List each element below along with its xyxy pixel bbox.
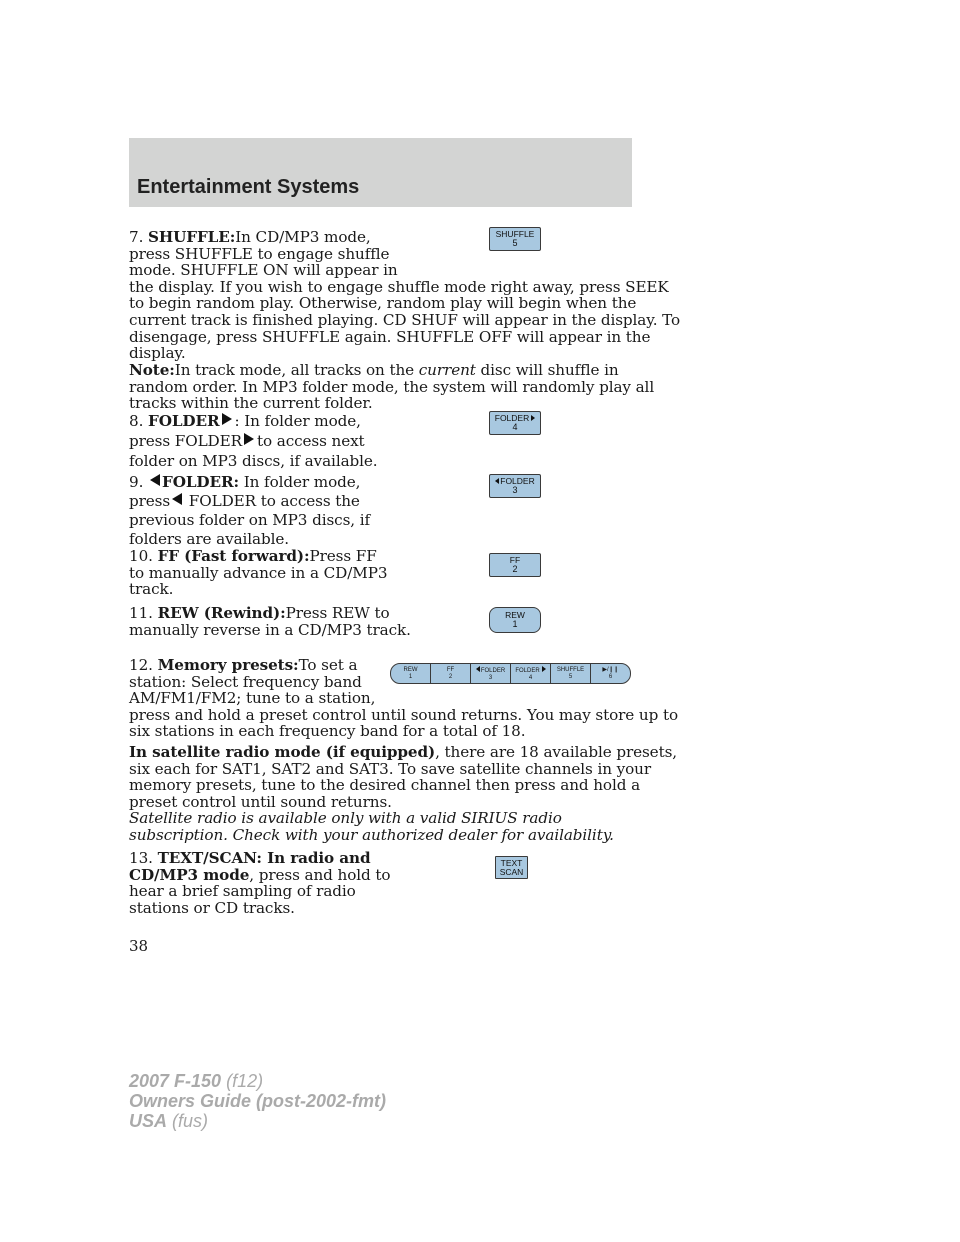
preset-6-segment: ▶/❙❙ 6 bbox=[591, 664, 630, 683]
preset-4-segment: FOLDER 4 bbox=[511, 664, 551, 683]
folder-prev-button-illustration: FOLDER 3 bbox=[489, 474, 541, 498]
note-paragraph: Note:In track mode, all tracks on the current disc will shuffle in random order. In MP3 folder mode, the system will randomly play all tracks within the current folder. bbox=[129, 361, 655, 413]
item-11-rew: 11. REW (Rewind):Press REW to manually reverse in a CD/MP3 track. bbox=[129, 604, 411, 639]
ff-button-illustration: FF 2 bbox=[489, 553, 541, 577]
right-arrow-icon bbox=[542, 666, 546, 672]
item-9-folder-prev: 9. FOLDER: In folder mode, press FOLDER to access the previous folder on MP3 discs, if folders are available. bbox=[129, 473, 370, 548]
preset-2-segment: FF 2 bbox=[431, 664, 471, 683]
play-pause-icon: ▶/❙❙ bbox=[602, 666, 619, 673]
item-12-memory-presets: 12. Memory presets:To set a station: Select frequency band AM/FM1/FM2; tune to a station, press and hold a preset control until sound returns. You may store up to six stations in each frequency band for a total of 18. bbox=[129, 656, 678, 741]
note-label: Note: bbox=[129, 361, 175, 379]
folder-next-button-illustration: FOLDER 4 bbox=[489, 411, 541, 435]
rew-button-illustration: REW 1 bbox=[489, 607, 541, 633]
item-10-ff: 10. FF (Fast forward):Press FF to manually advance in a CD/MP3 track. bbox=[129, 547, 388, 599]
item-8-folder-next: 8. FOLDER : In folder mode, press FOLDER to access next folder on MP3 discs, if available. bbox=[129, 412, 378, 470]
preset-1-segment: REW 1 bbox=[391, 664, 431, 683]
item-7-label: SHUFFLE: bbox=[148, 228, 236, 246]
left-arrow-icon bbox=[476, 666, 480, 672]
satellite-paragraph: In satellite radio mode (if equipped), there are 18 available presets, six each for SAT1, SAT2 and SAT3. To save satellite channels in your memory presets, tune to the desired channel then press and hold a preset control until sound returns. Satellite radio is available only with a valid SIRIUS radio subscription. Check with your authorized dealer for availability. bbox=[129, 743, 677, 844]
section-title: Entertainment Systems bbox=[137, 176, 360, 198]
left-triangle-icon bbox=[172, 493, 182, 505]
preset-buttons-strip bbox=[390, 663, 631, 684]
item-7-shuffle: 7. SHUFFLE:In CD/MP3 mode, press SHUFFLE to engage shuffle mode. SHUFFLE ON will appear in the display. If you wish to engage shuffle mode right away, press SEEK to begin random play. Otherwise, random play will begin when the current track is finished playing. CD SHUF will appear in the display. To disengage, press SHUFFLE again. SHUFFLE OFF will appear in the display. bbox=[129, 228, 681, 363]
right-triangle-icon bbox=[222, 413, 232, 425]
left-arrow-icon bbox=[495, 478, 499, 484]
preset-3-segment: FOLDER 3 bbox=[471, 664, 511, 683]
left-triangle-icon bbox=[150, 474, 160, 486]
document-footer: 2007 F-150 (f12) Owners Guide (post-2002-fmt) USA (fus) bbox=[129, 1071, 387, 1131]
section-header-bar bbox=[129, 138, 632, 207]
preset-5-segment: SHUFFLE 5 bbox=[551, 664, 591, 683]
right-arrow-icon bbox=[531, 415, 535, 421]
shuffle-button-illustration: SHUFFLE 5 bbox=[489, 227, 541, 251]
page-number: 38 bbox=[129, 937, 149, 955]
right-triangle-icon bbox=[244, 433, 254, 445]
item-13-text-scan: 13. TEXT/SCAN: In radio and CD/MP3 mode, press and hold to hear a brief sampling of radio stations or CD tracks. bbox=[129, 849, 391, 917]
text-scan-button-illustration: TEXT SCAN bbox=[495, 856, 528, 879]
